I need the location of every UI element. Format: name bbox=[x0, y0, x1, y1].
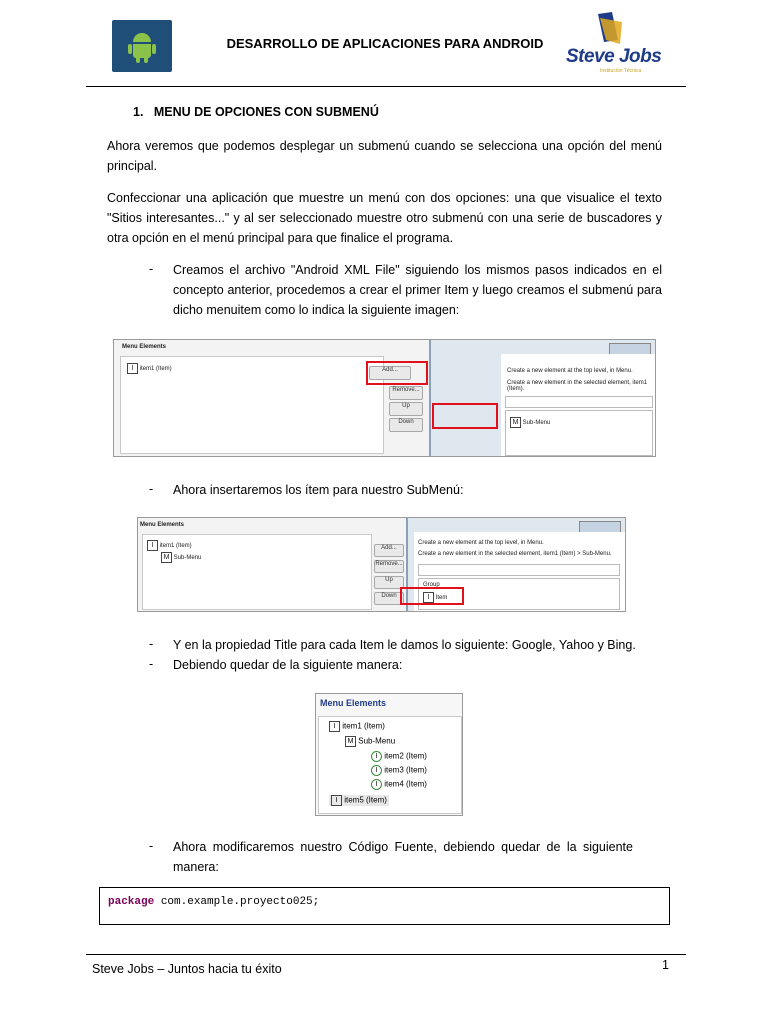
tree-item[interactable]: I item1 (Item) bbox=[127, 363, 172, 374]
bullet-marker: - bbox=[149, 657, 154, 671]
bullet-text: Ahora insertaremos los ítem para nuestro SubMenú: bbox=[173, 483, 464, 497]
tree-item[interactable]: I item1 (Item) bbox=[329, 721, 385, 732]
tree-item[interactable]: I item2 (Item) bbox=[371, 751, 427, 762]
remove-button[interactable]: Remove... bbox=[389, 386, 423, 400]
tree-item-submenu[interactable]: M Sub-Menu bbox=[161, 552, 201, 563]
header-title: DESARROLLO DE APLICACIONES PARA ANDROID bbox=[226, 36, 544, 51]
item-icon: I bbox=[371, 765, 382, 776]
down-button[interactable]: Down bbox=[374, 592, 404, 605]
logo-name: Steve Jobs bbox=[566, 46, 662, 67]
steve-jobs-logo bbox=[560, 10, 670, 78]
footer-text: Steve Jobs – Juntos hacia tu éxito bbox=[92, 962, 282, 976]
bullet-marker: - bbox=[149, 839, 154, 853]
footer-divider bbox=[86, 954, 686, 955]
up-button[interactable]: Up bbox=[389, 402, 423, 416]
screenshot-menu-elements-2 bbox=[137, 517, 626, 612]
tree-panel bbox=[318, 716, 462, 814]
tree-item[interactable]: I item1 (Item) bbox=[147, 540, 192, 551]
highlight-item bbox=[400, 587, 464, 605]
item-icon: I bbox=[371, 779, 382, 790]
paragraph-task: Confeccionar una aplicación que muestre un menú con dos opciones: una que visualice el texto "Sitios interesantes..." y al ser seleccionado muestre otro submenú con una serie de buscadores y otra opción en el menú principal para que finalice el programa. bbox=[107, 191, 662, 245]
item-icon: I bbox=[331, 795, 342, 806]
element-list bbox=[505, 410, 653, 456]
paragraph-intro: Ahora veremos que podemos desplegar un submenú cuando se selecciona una opción del menú principal. bbox=[107, 139, 662, 173]
code-text: com.example.proyecto025; bbox=[154, 896, 320, 908]
section-title: 1. MENU DE OPCIONES CON SUBMENÚ bbox=[133, 105, 379, 119]
radio-top-level[interactable]: Create a new element at the top level, in Menu. bbox=[507, 368, 633, 374]
tree-item-submenu[interactable]: M Sub-Menu bbox=[345, 736, 395, 747]
radio-selected-element[interactable]: Create a new element in the selected element, item1 (Item). bbox=[507, 380, 648, 392]
new-element-dialog bbox=[429, 340, 656, 456]
tree-item[interactable]: I item3 (Item) bbox=[371, 765, 427, 776]
bullet-text: Creamos el archivo "Android XML File" siguiendo los mismos pasos indicados en el concepto anterior, procedemos a crear el primer Item y luego creamos el submenú para dicho menuitem como lo indica la siguiente imagen: bbox=[173, 263, 662, 317]
logo-subtitle: Institución Técnica bbox=[600, 68, 642, 74]
add-button[interactable]: Add... bbox=[369, 366, 411, 380]
code-keyword: package bbox=[108, 896, 155, 908]
tree-item-selected[interactable]: I item5 (Item) bbox=[329, 795, 389, 806]
menu-icon: M bbox=[510, 417, 521, 428]
panel-title: Menu Elements bbox=[140, 522, 185, 528]
android-logo bbox=[112, 20, 172, 72]
panel-title: Menu Elements bbox=[320, 698, 387, 708]
tree-panel bbox=[120, 356, 384, 454]
highlight-submenu bbox=[432, 403, 498, 429]
code-block bbox=[99, 887, 670, 925]
menu-icon: M bbox=[345, 736, 356, 747]
highlight-add bbox=[366, 361, 428, 385]
radio-selected-element[interactable]: Create a new element in the selected element, item1 (Item) > Sub-Menu. bbox=[418, 551, 612, 557]
header-divider bbox=[86, 86, 686, 87]
screenshot-menu-elements-3 bbox=[315, 693, 463, 816]
up-button[interactable]: Up bbox=[374, 576, 404, 589]
remove-button[interactable]: Remove... bbox=[374, 560, 404, 573]
radio-top-level[interactable]: Create a new element at the top level, in Menu. bbox=[418, 540, 544, 546]
dialog-body bbox=[501, 354, 656, 456]
bullet-marker: - bbox=[149, 262, 154, 276]
item-icon: I bbox=[127, 363, 138, 374]
screenshot-menu-elements-1 bbox=[113, 339, 656, 457]
item-icon: I bbox=[423, 592, 434, 603]
menu-icon: M bbox=[161, 552, 172, 563]
list-item-submenu[interactable]: M Sub-Menu bbox=[510, 417, 550, 428]
filter-input[interactable] bbox=[505, 396, 653, 408]
bullet-marker: - bbox=[149, 482, 154, 496]
bullet-text: Ahora modificaremos nuestro Código Fuente, debiendo quedar de la siguiente manera: bbox=[173, 840, 633, 874]
code-line bbox=[108, 896, 319, 908]
item-icon: I bbox=[371, 751, 382, 762]
bullet-text: Debiendo quedar de la siguiente manera: bbox=[173, 658, 403, 672]
tree-item[interactable]: I item4 (Item) bbox=[371, 779, 427, 790]
add-button[interactable]: Add... bbox=[374, 544, 404, 557]
list-item-group[interactable]: Group bbox=[423, 582, 440, 588]
item-icon: I bbox=[329, 721, 340, 732]
bullet-text: Y en la propiedad Title para cada Item le damos lo siguiente: Google, Yahoo y Bing. bbox=[173, 638, 636, 652]
tree-panel bbox=[142, 534, 372, 610]
page-number: 1 bbox=[662, 958, 669, 972]
item-icon: I bbox=[147, 540, 158, 551]
filter-input[interactable] bbox=[418, 564, 620, 576]
down-button[interactable]: Down bbox=[389, 418, 423, 432]
bullet-marker: - bbox=[149, 637, 154, 651]
panel-title: Menu Elements bbox=[122, 344, 167, 350]
list-item-item[interactable]: I Item bbox=[423, 592, 447, 603]
